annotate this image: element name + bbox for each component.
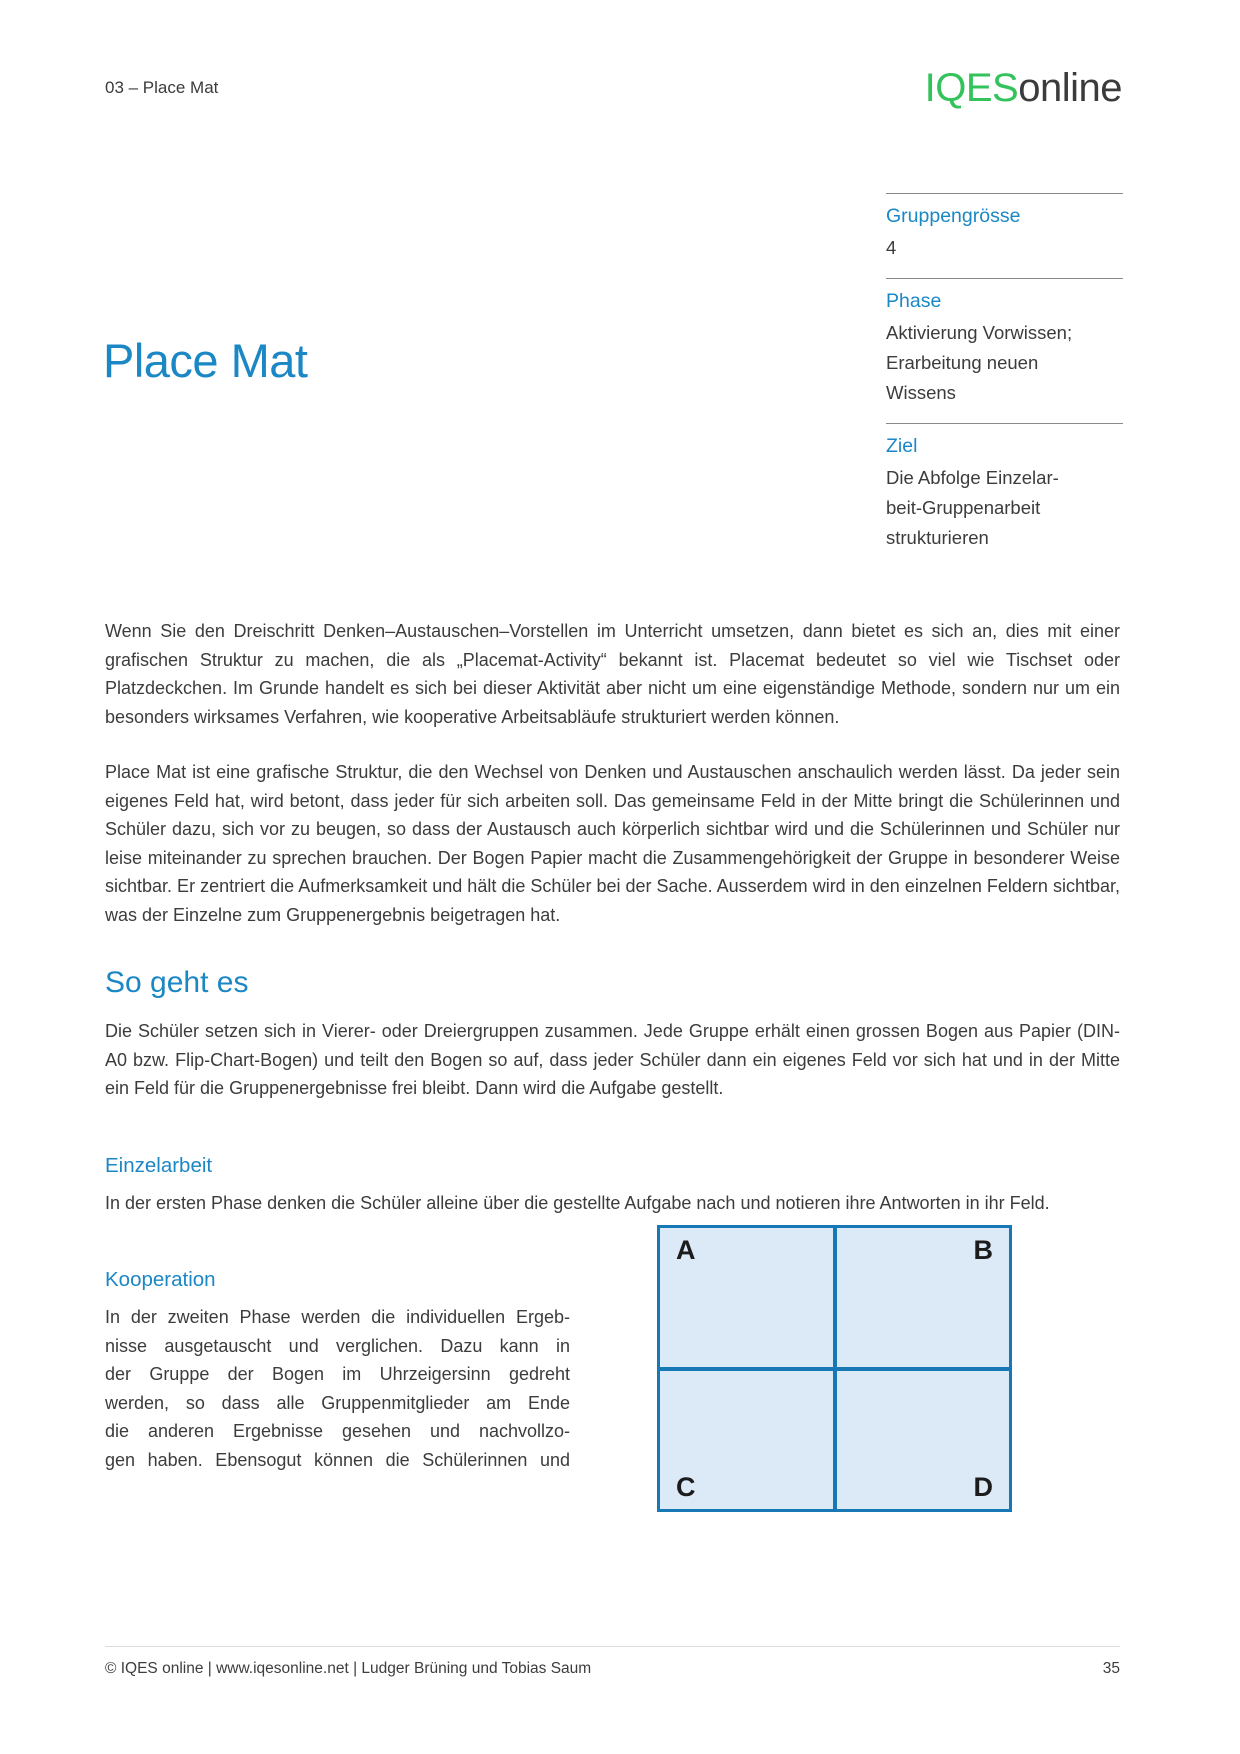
subsection-heading-einzelarbeit: Einzelarbeit <box>105 1153 213 1177</box>
placemat-cell-a <box>660 1228 833 1367</box>
kooperation-line: der Gruppe der Bogen im Uhrzeigersinn gedreht <box>105 1364 570 1384</box>
kooperation-line: werden, so dass alle Gruppenmitglieder am Ende <box>105 1392 570 1413</box>
footer-credit: © IQES online | www.iqesonline.net | Ludger Brüning und Tobias Saum <box>105 1660 592 1677</box>
so-geht-es-paragraph: Die Schüler setzen sich in Vierer- oder Dreiergruppen zusammen. Jede Gruppe erhält einen grossen Bogen aus Papier (DIN-A0 bzw. Flip-Chart-Bogen) und teilt den Bogen so auf, dass jeder Schüler dann ein eigenes Feld vor sich hat und in der Mitte ein Feld für die Gruppenergebnisse frei bleibt. Dann wird die Aufgabe gestellt. <box>105 1021 1120 1098</box>
placemat-diagram-float <box>570 1217 1120 1517</box>
logo-text-iqes: IQES <box>924 66 1019 110</box>
main-text-column <box>105 617 1120 1517</box>
einzelarbeit-text-continued: Feld. <box>1009 1192 1050 1213</box>
kooperation-line: die anderen Ergebnisse gesehen und nachvollzo- <box>105 1421 570 1441</box>
info-sidebar <box>886 193 1123 568</box>
subsection-heading-kooperation: Kooperation <box>105 1268 216 1291</box>
section-heading-so-geht-es: So geht es <box>105 966 249 999</box>
page-title: Place Mat <box>103 334 308 387</box>
placemat-cell-c <box>660 1371 833 1510</box>
info-label: Ziel <box>886 435 918 457</box>
cell-label-b: B <box>973 1235 993 1265</box>
info-section-phase <box>886 278 1123 423</box>
info-value-line: Aktivierung Vorwissen; <box>886 322 1073 343</box>
placemat-cell-d <box>837 1371 1010 1510</box>
info-value-line: Wissens <box>886 382 956 403</box>
logo-text-online: online <box>1018 66 1122 110</box>
info-value-line: beit-Gruppenarbeit <box>886 497 1041 518</box>
info-value-line: 4 <box>886 237 897 258</box>
kooperation-line: In der zweiten Phase werden die individuellen Ergeb- <box>105 1307 570 1327</box>
info-section-gruppengroesse <box>886 193 1123 278</box>
cell-label-a: A <box>676 1235 696 1265</box>
intro-paragraph-2: Place Mat ist eine grafische Struktur, die den Wechsel von Denken und Austauschen anschaulich werden lässt. Da jeder sein eigenes Feld hat, wird betont, dass jeder für sich arbeiten soll. Das gemeinsame Feld in der Mitte bringt die Schülerinnen und Schüler dazu, sich vor zu beugen, so dass der Austausch auch körperlich sichtbar wird und die Schülerinnen und Schüler nur leise miteinander zu sprechen brauchen. Der Bogen Papier macht die Zusammengehörigkeit der Gruppe in besonderer Weise sichtbar. Er zentriert die Aufmerksamkeit und hält die Schüler bei der Sache. Ausserdem wird in den einzelnen Feldern sichtbar, was der Einzelne zum Gruppenergebnis beigetragen hat. <box>105 762 1120 925</box>
iqes-online-logo <box>925 66 1122 111</box>
info-section-ziel <box>886 423 1123 568</box>
cell-label-c: C <box>676 1471 696 1502</box>
info-value-line: strukturieren <box>886 527 989 548</box>
header-doc-label: 03 – Place Mat <box>105 78 219 97</box>
info-value-line: Erarbeitung neuen <box>886 352 1039 373</box>
intro-paragraph-1: Wenn Sie den Dreischritt Denken–Austauschen–Vorstellen im Unterricht umsetzen, dann bietet es sich an, dies mit einer grafischen Struktur zu machen, die als „Placemat-Activity“ bekannt ist. Placemat bedeutet so viel wie Tischset oder Platzdeckchen. Im Grunde handelt es sich bei dieser Aktivität aber nicht um eine eigenständige Methode, sondern nur um ein besonders wirksames Verfahren, wie kooperative Arbeitsabläufe strukturiert werden können. <box>105 621 1120 727</box>
page-footer <box>105 1646 1120 1678</box>
kooperation-line: nisse ausgetauscht und verglichen. Dazu kann in <box>105 1335 570 1356</box>
einzelarbeit-text: In der ersten Phase denken die Schüler alleine über die gestellte Aufgabe nach und notieren ihre Antworten in ihr <box>105 1192 1005 1213</box>
info-label: Gruppengrösse <box>886 205 1021 227</box>
kooperation-line: gen haben. Ebensogut können die Schülerinnen und <box>105 1449 570 1470</box>
placemat-diagram <box>657 1225 1012 1512</box>
page-number: 35 <box>1102 1660 1120 1677</box>
info-label: Phase <box>886 290 942 312</box>
info-value-line: Die Abfolge Einzelar- <box>886 467 1059 488</box>
placemat-cell-b <box>837 1228 1010 1367</box>
cell-label-d: D <box>973 1471 993 1502</box>
